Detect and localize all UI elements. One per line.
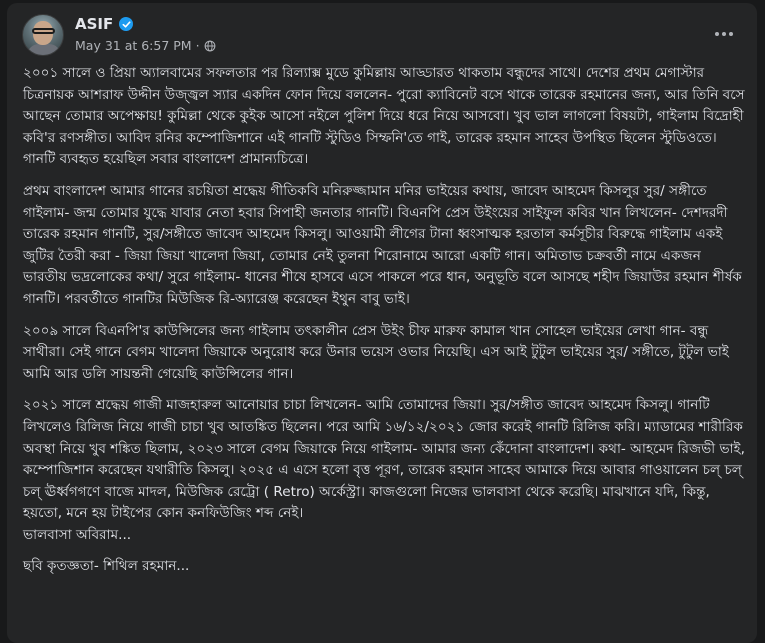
more-horizontal-icon bbox=[714, 31, 734, 37]
avatar-shirt bbox=[27, 44, 61, 56]
post-body bbox=[23, 63, 745, 578]
avatar[interactable] bbox=[22, 14, 64, 56]
globe-icon[interactable] bbox=[204, 40, 216, 52]
post-header bbox=[22, 14, 742, 58]
more-options-button[interactable] bbox=[712, 22, 736, 46]
meta-separator: · bbox=[195, 38, 200, 53]
post-paragraph: প্রথম বাংলাদেশ আমার গানের রচয়িতা শ্রদ্ধেয় গীতিকবি মনিরুজ্জামান মনির ভাইয়ের কথায়, জাবেদ আহমেদ কিসলুর সুর/ সঙ্গীতে গাইলাম- জন্ম তোমার যুদ্ধে যাবার নেতা হবার সিপাহী জনতার গানটি। বিএনপি প্রেস উইংয়ের সাইফুল কবির খান লিখলেন- দেশদরদী তারেক রহমান গানটি, সুর/সঙ্গীতে জাবেদ আহমেদ কিসলু। আওয়ামী লীগের টানা ধ্বংসাত্মক হরতাল কর্মসূচীর বিরুদ্ধে গাইলাম একই জুটির তৈরী করা - জিয়া জিয়া খালেদা জিয়া, তোমার নেই তুলনা শিরোনামে আরো একটি গান। অমিতাভ চক্রবর্তী নামে একজন ভারতীয় ভদ্রলোকের কথা/ সুরে গাইলাম- ধানের শীষে হাসবে এসে পাকলে পরে ধান, অনুভূতি বলে আসছে শহীদ জিয়াউর রহমান শীর্ষক গানটি। পরবর্তীতে গানটির মিউজিক রি-অ্যারেঞ্জ করেছেন ইথুন বাবু ভাই। bbox=[23, 182, 742, 307]
author-name[interactable]: ASIF bbox=[75, 15, 114, 33]
post-timestamp[interactable]: May 31 at 6:57 PM bbox=[75, 38, 192, 53]
post-meta bbox=[75, 38, 216, 53]
avatar-glasses bbox=[32, 28, 55, 34]
author-row bbox=[75, 15, 133, 33]
post-paragraph: ২০২১ সালে শ্রদ্ধেয় গাজী মাজহারুল আনোয়ার চাচা লিখলেন- আমি তোমাদের জিয়া। সুর/সঙ্গীত জাবেদ আহমেদ কিসলু। গানটি লিখলেও রিলিজ নিয়ে গাজী চাচা খুব আতঙ্কিত ছিলেন। পরে আমি ১৬/১২/২০২১ জোর করেই গানটি রিলিজ করি। ম্যাডামের শারীরিক অবস্থা নিয়ে খুব শঙ্কিত ছিলাম, ২০২৩ সালে বেগম জিয়াকে নিয়ে গাইলাম- আমার জন্য কেঁদোনা বাংলাদেশ। কথা- আহমেদ রিজভী ভাই, কম্পোজিশান করেছেন যথারীতি কিসলু। ২০২৫ এ এসে হলো বৃত্ত পূরণ, তারেক রহমান সাহেব আমাকে দিয়ে আবার গাওয়ালেন চল্ চল্ চল্ ঊর্ধ্বগগণে বাজে মাদল, মিউজিক রেট্রো ( Retro) অর্কেস্ট্রা। কাজগুলো নিজের ভালবাসা থেকে করেছি। মাঝখানে যদি, কিন্তু, হয়তো, মনে হয় টাইপের কোন কনফিউজিং শব্দ নেই। ভালবাসা অবিরাম... bbox=[23, 397, 745, 543]
verified-badge-icon bbox=[119, 17, 133, 31]
post-card bbox=[7, 3, 757, 643]
post-paragraph: ২০০১ সালে ও প্রিয়া অ্যালবামের সফলতার পর রিল্যাক্স মুডে কুমিল্লায় আড্ডারত থাকতাম বন্ধুদের সাথে। দেশের প্রথম মেগাস্টার চিত্রনায়ক আশরাফ উদ্দীন উজ্জ্বল স্যার একদিন ফোন দিয়ে বললেন- পুরো ক্যাবিনেট বসে থাকে তারেক রহমানের জন্য, আর তিনি বসে আছেন তোমার অপেক্ষায়! কুমিল্লা থেকে কুইক আসো নইলে পুলিশ দিয়ে ধরে নিয়ে আসবো। খুব ভাল লাগলো বিষয়টা, গাইলাম বিদ্রোহী কবি'র রণসঙ্গীত। আবিদ রনির কম্পোজিশানে এই গানটি স্টুডিও সিম্ফনি'তে গাই, তারেক রহমান সাহেব উপস্থিত ছিলেন স্টুডিওতে। গানটি ব্যবহৃত হয়েছিল সবার বাংলাদেশ প্রামান্যচিত্রে। bbox=[23, 65, 745, 168]
post-paragraph: ২০০৯ সালে বিএনপি'র কাউন্সিলের জন্য গাইলাম তৎকালীন প্রেস উইং চীফ মারুফ কামাল খান সোহেল ভাইয়ের লেখা গান- বন্ধু সাথীরা। সেই গানে বেগম খালেদা জিয়াকে অনুরোধ করে উনার ভয়েস ওভার নিয়েছি। এস আই টুটুল ভাইয়ের সুর/ সঙ্গীতে, টুটুল ভাই আমি আর ডলি সায়ন্তনী গেয়েছি কাউন্সিলের গান। bbox=[23, 322, 729, 382]
photo-credit: ছবি কৃতজ্ঞতা- শিথিল রহমান... bbox=[23, 558, 190, 575]
